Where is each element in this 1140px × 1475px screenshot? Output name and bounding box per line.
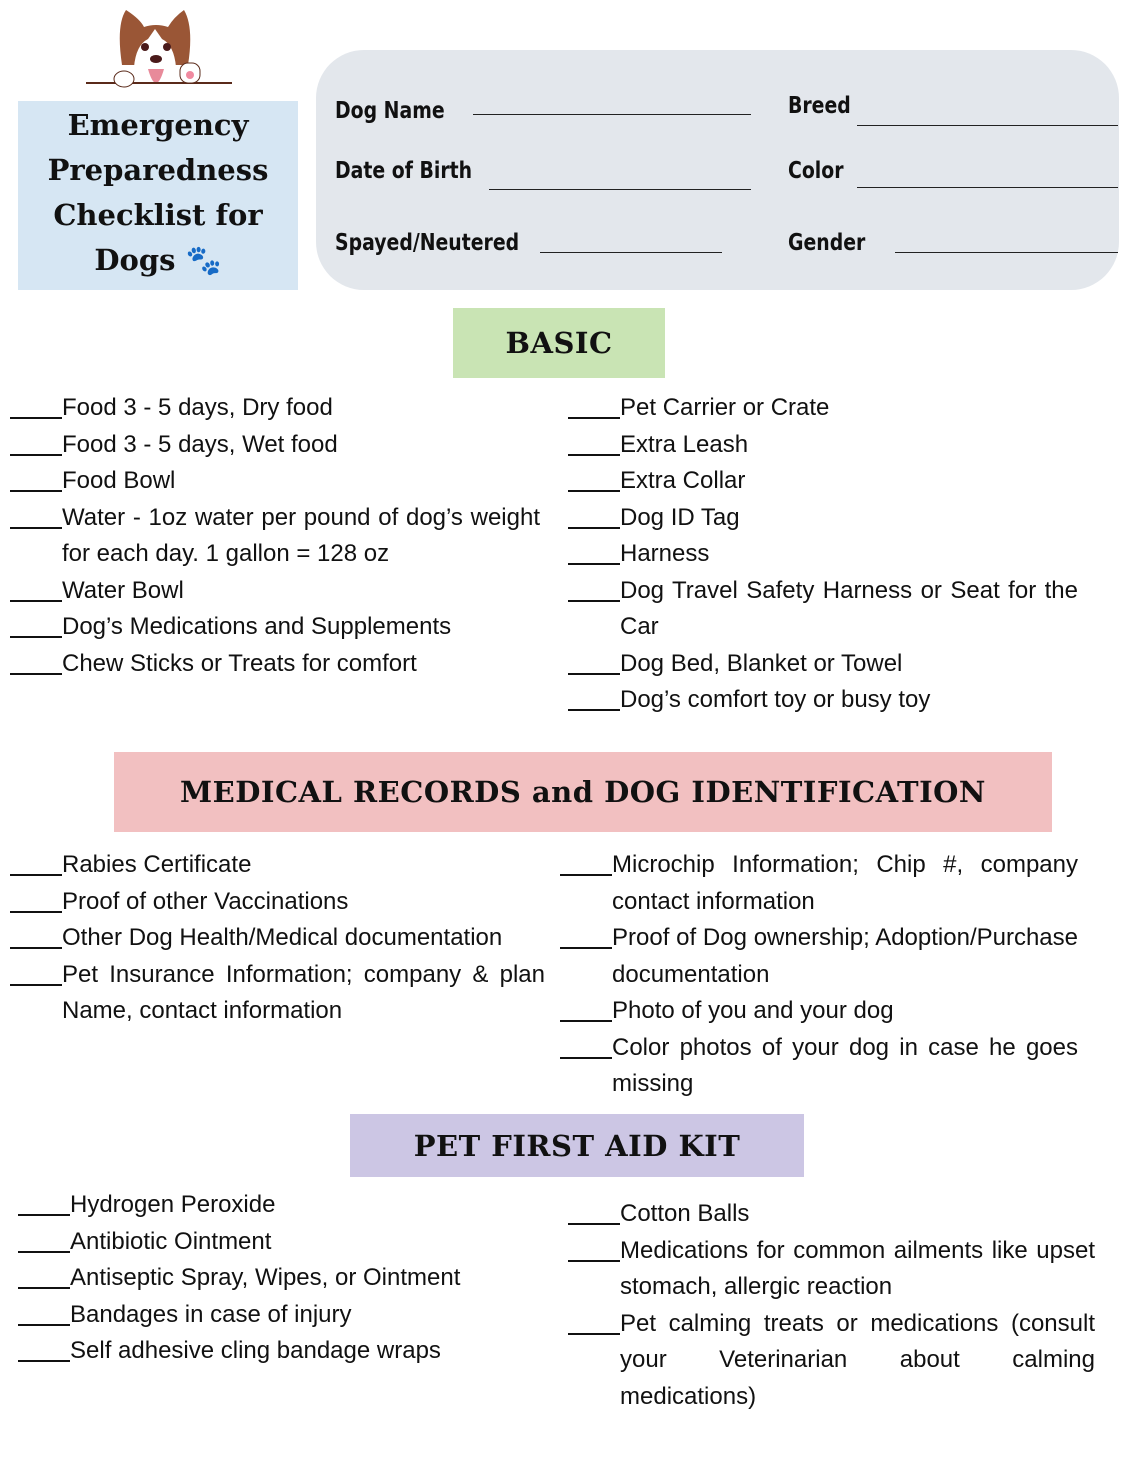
basic-left-list: [10, 390, 540, 682]
checkbox-blank[interactable]: [568, 536, 620, 565]
checklist-item: [568, 390, 1078, 427]
checklist-item-label: Dog Bed, Blanket or Towel: [620, 649, 903, 677]
checkbox-blank[interactable]: [560, 993, 612, 1022]
title-line: Checklist for: [53, 198, 263, 232]
dog-name-field[interactable]: [473, 114, 751, 115]
checkbox-blank[interactable]: [568, 390, 620, 419]
checkbox-blank[interactable]: [10, 573, 62, 602]
checklist-item-label: Harness: [620, 540, 710, 567]
checklist-item-label: Rabies Certificate: [62, 851, 252, 878]
checklist-item: [568, 573, 1078, 646]
checklist-item: [10, 920, 545, 957]
checklist-item: [560, 1030, 1078, 1103]
checkbox-blank[interactable]: [568, 1306, 620, 1335]
checklist-item-label: Water Bowl: [62, 576, 184, 604]
checklist-item-label: Antiseptic Spray, Wipes, or Ointment: [70, 1264, 461, 1291]
checkbox-blank[interactable]: [568, 1196, 620, 1225]
page-title: [18, 101, 298, 290]
checklist-item: [568, 427, 1078, 464]
checklist-item: [10, 463, 540, 500]
husky-logo-icon: [84, 5, 234, 97]
checklist-item: [10, 573, 540, 610]
color-field[interactable]: [857, 187, 1118, 188]
checklist-item: [568, 1196, 1095, 1233]
basic-section-header: BASIC: [453, 308, 665, 378]
medical-section-header: MEDICAL RECORDS and DOG IDENTIFICATION: [114, 752, 1052, 832]
checkbox-blank[interactable]: [10, 957, 62, 986]
checkbox-blank[interactable]: [560, 920, 612, 949]
checklist-item-label: Food 3 - 5 days, Dry food: [62, 394, 333, 421]
checklist-item: [10, 847, 545, 884]
checkbox-blank[interactable]: [10, 920, 62, 949]
checkbox-blank[interactable]: [568, 573, 620, 602]
checklist-item-label: Water - 1oz water per pound of dog’s weight for each day. 1 gallon = 128 oz: [62, 503, 540, 567]
checkbox-blank[interactable]: [568, 1233, 620, 1262]
first-aid-left-list: [18, 1187, 548, 1370]
checklist-item-label: Pet Carrier or Crate: [620, 394, 830, 421]
spayed-neutered-label: Spayed/Neutered: [335, 230, 520, 256]
checklist-item-label: Photo of you and your dog: [612, 997, 894, 1024]
checklist-item: [18, 1333, 548, 1370]
checklist-item: [18, 1297, 548, 1334]
checklist-item-label: Hydrogen Peroxide: [70, 1191, 276, 1218]
checkbox-blank[interactable]: [18, 1297, 70, 1326]
checklist-item-label: Dog’s comfort toy or busy toy: [620, 686, 931, 713]
checklist-item: [18, 1260, 548, 1297]
checklist-item-label: Extra Collar: [620, 467, 746, 494]
checkbox-blank[interactable]: [560, 847, 612, 876]
checkbox-blank[interactable]: [10, 884, 62, 913]
checklist-item-label: Chew Sticks or Treats for comfort: [62, 649, 417, 677]
checklist-item-label: Proof of other Vaccinations: [62, 887, 349, 915]
first-aid-right-list: [568, 1196, 1095, 1415]
checkbox-blank[interactable]: [10, 390, 62, 419]
checkbox-blank[interactable]: [18, 1260, 70, 1289]
checklist-item-label: Bandages in case of injury: [70, 1300, 352, 1328]
checklist-item: [568, 1233, 1095, 1306]
checklist-item-label: Dog Travel Safety Harness or Seat for the Car: [620, 576, 1078, 640]
basic-right-list: [568, 390, 1078, 719]
checkbox-blank[interactable]: [18, 1224, 70, 1253]
checklist-item: [568, 682, 1078, 719]
medical-left-list: [10, 847, 545, 1030]
checkbox-blank[interactable]: [18, 1187, 70, 1216]
checkbox-blank[interactable]: [10, 609, 62, 638]
checklist-item-label: Food Bowl: [62, 467, 176, 494]
checkbox-blank[interactable]: [10, 463, 62, 492]
checklist-item-label: Other Dog Health/Medical documentation: [62, 924, 503, 951]
gender-field[interactable]: [895, 252, 1118, 253]
checklist-item-label: Cotton Balls: [620, 1200, 750, 1227]
dog-name-label: Dog Name: [335, 98, 445, 124]
title-line-dogs: [18, 238, 298, 283]
checkbox-blank[interactable]: [10, 427, 62, 456]
checklist-item: [568, 536, 1078, 573]
breed-label: Breed: [788, 93, 851, 119]
checklist-item: [10, 500, 540, 573]
checklist-item: [10, 427, 540, 464]
checklist-item: [10, 646, 540, 683]
checklist-item: [568, 463, 1078, 500]
checklist-item-label: Antibiotic Ointment: [70, 1227, 272, 1255]
checklist-item: [10, 957, 545, 1030]
checklist-item-label: Proof of Dog ownership; Adoption/Purchase documentation: [612, 924, 1078, 988]
checklist-item-label: Extra Leash: [620, 430, 749, 458]
first-aid-section-header: PET FIRST AID KIT: [350, 1114, 804, 1177]
checkbox-blank[interactable]: [10, 847, 62, 876]
checklist-item-label: Color photos of your dog in case he goes missing: [612, 1033, 1078, 1097]
checklist-item: [560, 993, 1078, 1030]
medical-right-list: [560, 847, 1078, 1103]
checklist-item-label: Pet Insurance Information; company & plan Name, contact information: [62, 960, 545, 1024]
color-label: Color: [788, 158, 844, 184]
checkbox-blank[interactable]: [568, 427, 620, 456]
checklist-item-label: Self adhesive cling bandage wraps: [70, 1337, 441, 1364]
checklist-item: [18, 1187, 548, 1224]
checklist-item-label: Microchip Information; Chip #, company contact information: [612, 851, 1078, 915]
checklist-item-label: Pet calming treats or medications (consult your Veterinarian about calming medications): [620, 1309, 1095, 1410]
checklist-item: [560, 847, 1078, 920]
checkbox-blank[interactable]: [568, 500, 620, 529]
checkbox-blank[interactable]: [568, 682, 620, 711]
checkbox-blank[interactable]: [568, 646, 620, 675]
checklist-item: [10, 884, 545, 921]
checkbox-blank[interactable]: [10, 500, 62, 529]
checklist-item: [10, 390, 540, 427]
checkbox-blank[interactable]: [10, 646, 62, 675]
checklist-item-label: Dog’s Medications and Supplements: [62, 613, 452, 640]
paw-print-icon: 🐾: [185, 243, 222, 277]
gender-label: Gender: [788, 230, 866, 256]
checklist-item: [568, 1306, 1095, 1416]
spayed-neutered-field[interactable]: [540, 252, 722, 253]
checklist-item: [10, 609, 540, 646]
checklist-item-label: Medications for common ailments like upset stomach, allergic reaction: [620, 1236, 1095, 1300]
checkbox-blank[interactable]: [568, 463, 620, 492]
date-of-birth-label: Date of Birth: [335, 158, 473, 184]
checklist-item: [568, 500, 1078, 537]
checklist-item: [18, 1224, 548, 1261]
title-line: Dogs: [94, 243, 176, 277]
title-line: Preparedness: [47, 153, 269, 187]
breed-field[interactable]: [857, 125, 1118, 126]
title-line: Emergency: [67, 108, 249, 142]
checklist-item-label: Food 3 - 5 days, Wet food: [62, 430, 338, 458]
checklist-item: [568, 646, 1078, 683]
checklist-item-label: Dog ID Tag: [620, 503, 740, 531]
checkbox-blank[interactable]: [560, 1030, 612, 1059]
date-of-birth-field[interactable]: [489, 189, 751, 190]
checkbox-blank[interactable]: [18, 1333, 70, 1362]
checklist-item: [560, 920, 1078, 993]
